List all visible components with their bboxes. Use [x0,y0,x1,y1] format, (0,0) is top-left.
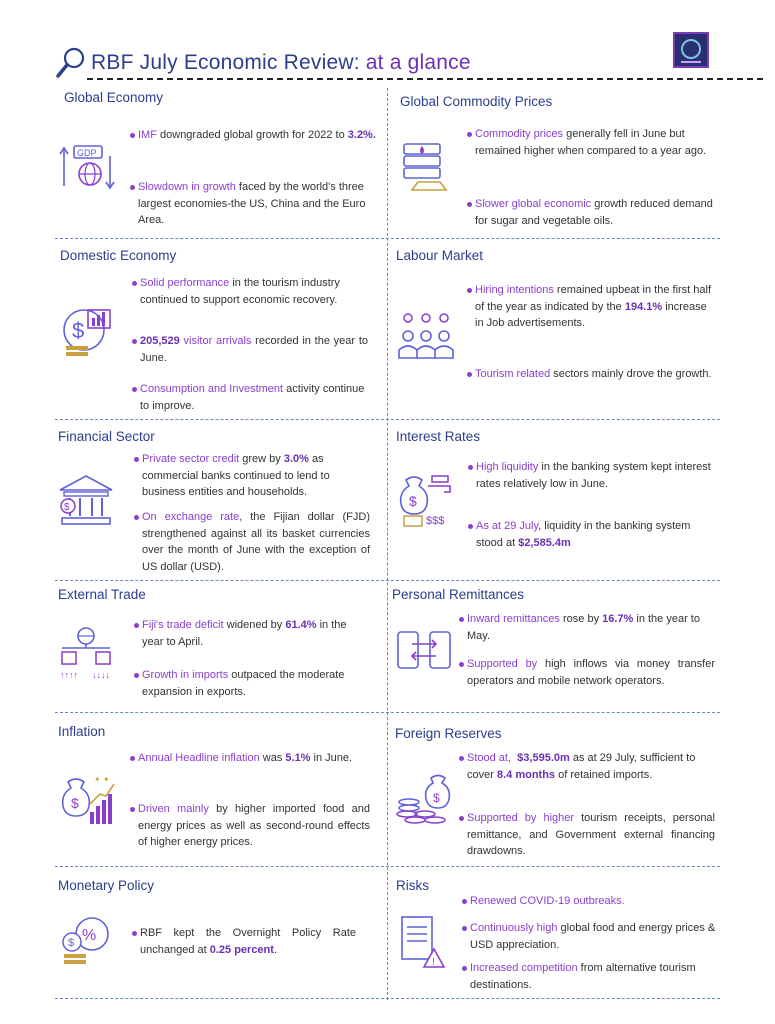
bullet-inflation-2: Driven mainly by higher imported food and energy prices as well as second-round effects of higher energy prices. [138,801,370,851]
bank-icon [58,472,114,528]
row-divider [55,419,720,420]
bullet-domestic-2: 205,529 visitor arrivals recorded in the year to June. [140,333,368,366]
section-title: Labour Market [396,248,484,263]
oil-barrels-gold-icon [400,140,456,196]
bullet-global-1: IMF downgraded global growth for 2022 to 3.2%. [138,127,378,144]
dollar-chart-icon [60,306,116,362]
svg-text:%: % [82,927,97,944]
bullet-inflation-1: Annual Headline inflation was 5.1% in June. [138,750,370,767]
section-title: Foreign Reserves [395,726,502,741]
bullet-reserves-2: Supported by higher tourism receipts, personal remittance, and Government external financing drawdowns. [467,810,715,860]
svg-text:$$$: $$$ [426,515,445,527]
bullet-risks-1: Renewed COVID-19 outbreaks. [470,893,718,910]
gdp-label: GDP [77,148,97,158]
bullet-financial-2: On exchange rate, the Fijian dollar (FJD) strengthened against all its basket currencies over the month of June with the exception of US dollar (USD). [142,509,370,575]
row-divider [55,580,720,581]
section-title: Domestic Economy [60,248,177,263]
section-title: External Trade [58,587,146,602]
bullet-interest-1: High liquidity in the banking system kept interest rates relatively low in June. [476,459,716,492]
row-divider [55,238,720,239]
section-title: Monetary Policy [58,878,155,893]
row-divider [55,866,720,867]
bullet-labour-1: Hiring intentions remained upbeat in the first half of the year as indicated by the 194.1% increase in Job advertisements. [475,282,715,332]
bullet-domestic-1: Solid performance in the tourism industry continued to support economic recovery. [140,275,368,308]
trade-globe-icon [58,626,114,682]
bullet-commodity-1: Commodity prices generally fell in June but remained higher when compared to a year ago. [475,126,715,159]
bullet-domestic-3: Consumption and Investment activity continue to improve. [140,381,368,414]
section-title: Inflation [58,724,106,739]
svg-text:✦ ✦: ✦ ✦ [94,775,110,784]
svg-text:$: $ [68,937,75,949]
bullet-remittances-1: Inward remittances rose by 16.7% in the year to May. [467,611,715,644]
money-bag-growth-icon [60,772,116,828]
page-title [91,51,471,75]
magnifier-icon [55,46,87,80]
section-title: Personal Remittances [392,587,525,602]
coins-money-bag-icon [395,772,457,828]
svg-text:$: $ [72,318,85,343]
bullet-global-2: Slowdown in growth faced by the world's three largest economies-the US, China and the Euro Area. [138,179,378,229]
rbf-logo [673,32,709,68]
svg-text:↓↓↓↓: ↓↓↓↓ [92,670,110,680]
bullet-risks-2: Continuously high global food and energy prices & USD appreciation. [470,920,718,953]
gdp-globe-icon [58,140,116,194]
bullet-labour-2: Tourism related sectors mainly drove the growth. [475,366,715,383]
svg-text:↑↑↑↑: ↑↑↑↑ [60,670,78,680]
bullet-risks-3: Increased competition from alternative tourism destinations. [470,960,718,993]
section-title: Interest Rates [396,429,481,444]
bullet-monetary-1: RBF kept the Overnight Policy Rate unchanged at 0.25 percent. [140,925,356,958]
warning-document-icon [398,915,446,969]
svg-text:$: $ [71,795,79,811]
header [55,40,715,85]
row-divider [55,712,720,713]
svg-text:$: $ [409,493,417,509]
row-divider [55,998,720,999]
workers-icon [396,306,456,362]
svg-text:$: $ [433,791,440,805]
money-tap-icon [398,472,458,528]
title-accent: at a glance [365,51,471,74]
section-title: Global Commodity Prices [400,94,553,109]
section-title: Financial Sector [58,429,155,444]
percent-coins-icon [58,914,114,966]
bullet-remittances-2: Supported by high inflows via money transfer operators and mobile network operators. [467,656,715,689]
bullet-reserves-1: Stood at, $3,595.0m as at 29 July, sufficient to cover 8.4 months of retained imports. [467,750,715,783]
title-main: RBF July Economic Review: [91,51,366,74]
bullet-external-1: Fiji's trade deficit widened by 61.4% in the year to April. [142,617,370,650]
title-divider [87,78,763,80]
svg-text:!: ! [432,957,435,968]
phone-transfer-icon [396,628,452,672]
bullet-external-2: Growth in imports outpaced the moderate expansion in exports. [142,667,370,700]
svg-text:$: $ [64,502,70,513]
bullet-commodity-2: Slower global economic growth reduced demand for sugar and vegetable oils. [475,196,715,229]
bullet-financial-1: Private sector credit grew by 3.0% as commercial banks continued to lend to business entities and households. [142,451,370,501]
center-divider [387,88,388,1000]
section-title: Risks [396,878,429,893]
section-title: Global Economy [64,90,164,105]
bullet-interest-2: As at 29 July, liquidity in the banking system stood at $2,585.4m [476,518,716,551]
